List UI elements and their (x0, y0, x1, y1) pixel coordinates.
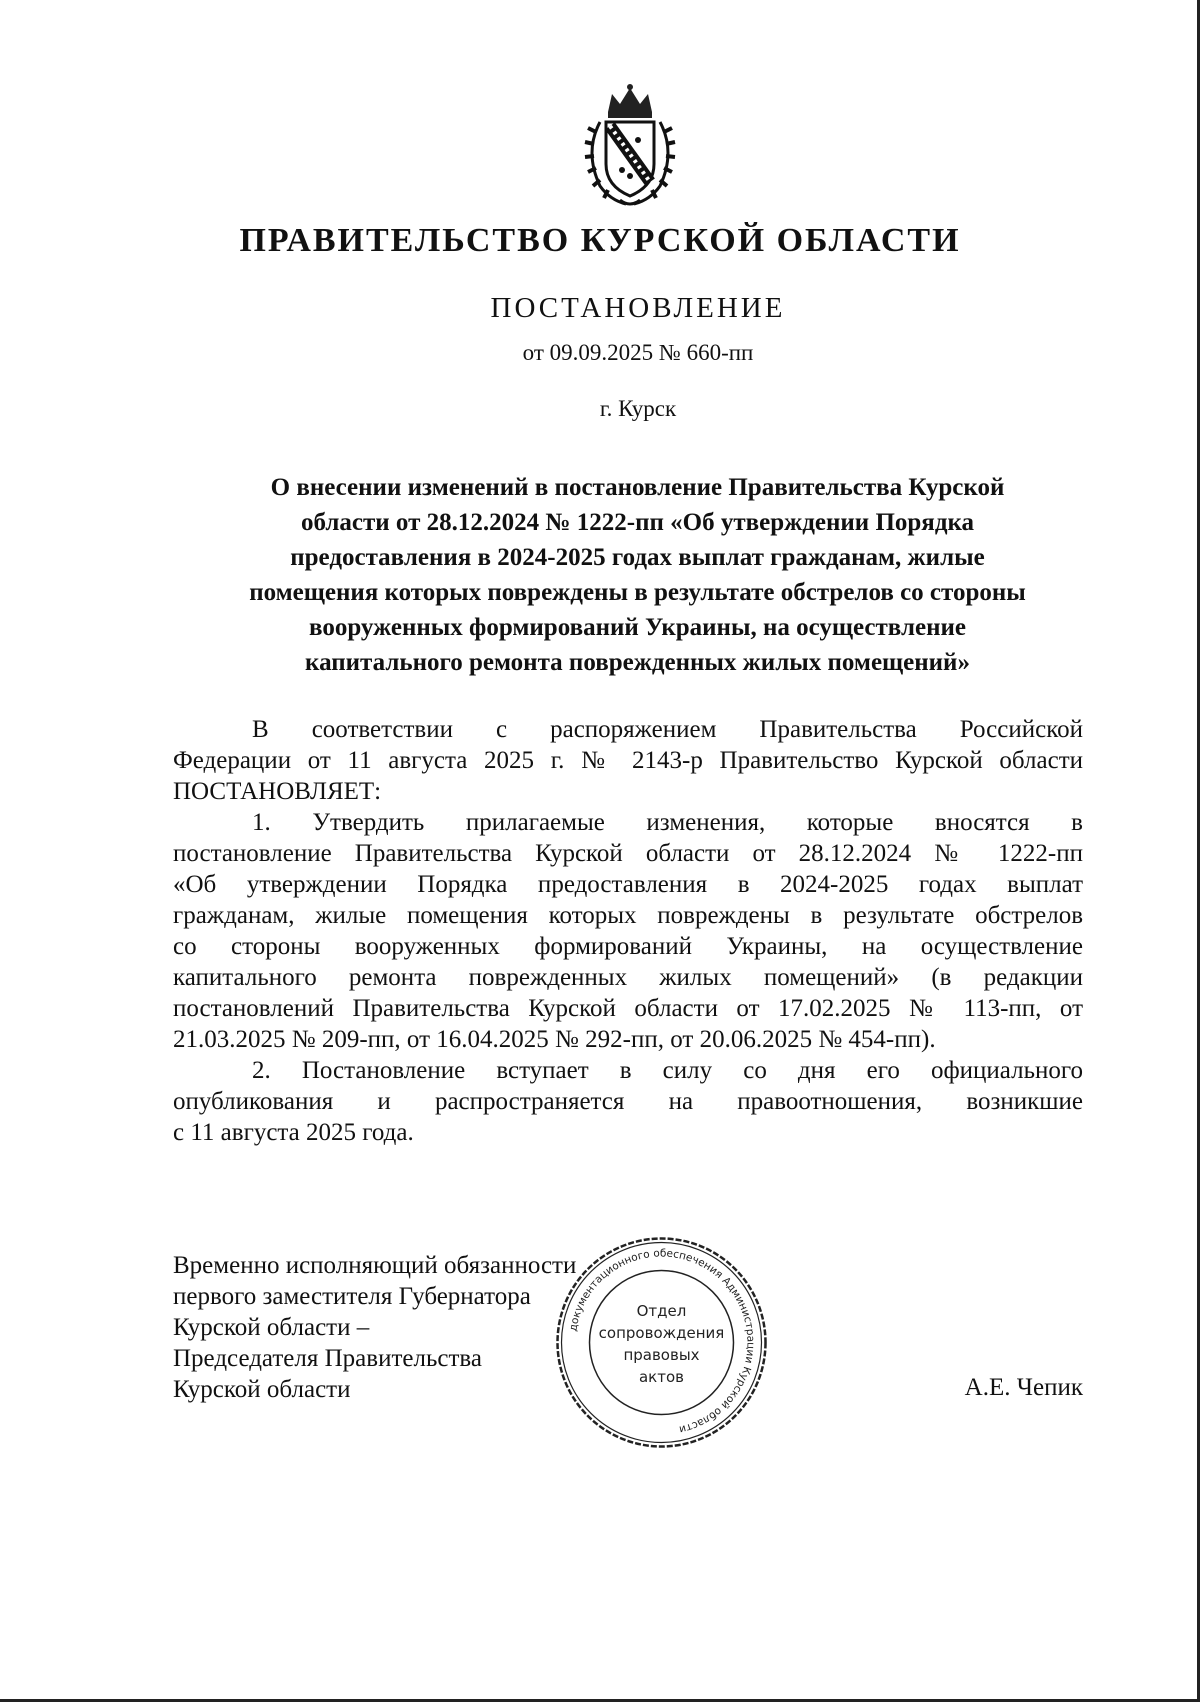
stamp-line: сопровождения (598, 1324, 725, 1342)
body-line: с 11 августа 2025 года. (173, 1119, 414, 1146)
subject-line: области от 28.12.2024 № 1222-пп «Об утверждении Порядка (301, 509, 974, 536)
organization-title: ПРАВИТЕЛЬСТВО КУРСКОЙ ОБЛАСТИ (239, 222, 961, 259)
subject-line: предоставления в 2024-2025 годах выплат гражданам, жилые (290, 544, 985, 571)
signer-name: А.Е. Чепик (964, 1374, 1083, 1401)
signer-position-line: Председателя Правительства (173, 1345, 482, 1372)
body-line: 2. Постановление вступает в силу со дня его официального (252, 1057, 1083, 1084)
body-line: постановление Правительства Курской области от 28.12.2024 № 1222-пп (173, 840, 1083, 867)
body-line: со стороны вооруженных формирований Украины, на осуществление (173, 933, 1083, 960)
subject-line: вооруженных формирований Украины, на осуществление (309, 614, 966, 641)
item-1-paragraph (173, 807, 1083, 1055)
body-line: «Об утверждении Порядка предоставления в 2024-2025 годах выплат (173, 871, 1083, 898)
body-line: постановлений Правительства Курской области от 17.02.2025 № 113-пп, от (173, 995, 1083, 1022)
subject-line: капитального ремонта поврежденных жилых помещений» (305, 649, 970, 676)
subject-line: О внесении изменений в постановление Правительства Курской (270, 474, 1005, 501)
document-subject (180, 470, 1095, 680)
document-date-number: от 09.09.2025 № 660-пп (522, 340, 754, 365)
stamp-line: Отдел (636, 1302, 687, 1320)
item-2-paragraph (173, 1055, 1083, 1148)
stamp-line: правовых (623, 1346, 700, 1364)
subject-line: помещения которых повреждены в результате обстрелов со стороны (249, 579, 1026, 606)
stamp-ring-text: документационного обеспечения Администрации Курской области (567, 1247, 757, 1436)
body-line: 1. Утвердить прилагаемые изменения, которые вносятся в (252, 809, 1083, 836)
signer-position-line: Курской области (173, 1376, 351, 1403)
signer-position-line: Курской области – (173, 1314, 370, 1341)
document-type: ПОСТАНОВЛЕНИЕ (490, 292, 786, 324)
signer-position-line: первого заместителя Губернатора (173, 1283, 531, 1310)
official-stamp (551, 1232, 772, 1453)
body-line: гражданам, жилые помещения которых повреждены в результате обстрелов (173, 902, 1083, 929)
preamble-paragraph (173, 714, 1083, 807)
body-line: 21.03.2025 № 209-пп, от 16.04.2025 № 292-пп, от 20.06.2025 № 454-пп). (173, 1026, 936, 1053)
signer-position-line: Временно исполняющий обязанности (173, 1252, 577, 1279)
coat-of-arms-icon (570, 82, 690, 210)
body-line: капитального ремонта поврежденных жилых помещений» (в редакции (173, 964, 1083, 991)
body-line: опубликования и распространяется на правоотношения, возникшие (173, 1088, 1083, 1115)
body-line: В соответствии с распоряжением Правительства Российской (252, 716, 1083, 743)
document-city: г. Курск (599, 396, 677, 421)
stamp-line: актов (638, 1368, 685, 1386)
body-line: ПОСТАНОВЛЯЕТ: (173, 778, 382, 805)
body-line: Федерации от 11 августа 2025 г. № 2143-р Правительство Курской области (173, 747, 1083, 774)
